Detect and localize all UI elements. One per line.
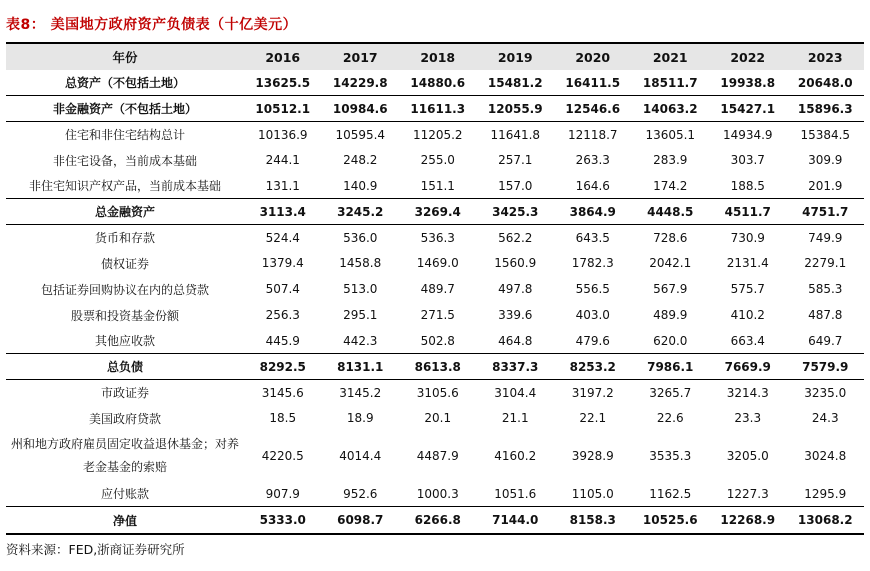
row-value: 19938.8 [720,75,776,90]
row-value: 10595.4 [322,122,400,148]
row-value: 3205.0 [726,449,769,464]
row-value: 1051.6 [494,486,537,501]
row-value: 649.7 [808,333,843,348]
row-value: 3104.4 [477,380,555,406]
row-value: 3265.7 [632,380,710,406]
table-row [6,507,864,533]
row-value: 10512.1 [244,96,322,122]
row-value: 13068.2 [787,507,865,533]
table-row [6,225,864,251]
row-value: 643.5 [554,225,632,251]
balance-sheet-table [6,44,864,533]
row-value: 303.7 [730,153,765,168]
header-year: 2017 [342,49,378,65]
row-value: 201.9 [808,178,843,193]
row-label: 总金融资产 [6,199,244,225]
table-row [6,199,864,225]
row-value: 12546.6 [554,96,632,122]
row-value: 7669.9 [709,354,787,380]
row-label: 包括证券回购协议在内的总贷款 [40,282,209,297]
row-value: 728.6 [632,225,710,251]
table-row [6,302,864,328]
row-label: 美国政府贷款 [88,411,161,426]
row-value: 22.1 [579,411,607,426]
header-year: 2021 [652,49,688,65]
row-value: 952.6 [343,486,378,501]
row-label: 非住宅设备，当前成本基础 [52,153,197,168]
row-value: 131.1 [265,178,300,193]
row-value: 3864.9 [554,199,632,225]
row-value: 263.3 [575,153,610,168]
row-label: 非金融资产（不包括土地） [6,96,244,122]
row-value: 524.4 [244,225,322,251]
row-value: 14229.8 [332,75,388,90]
header-year: 2019 [497,49,533,65]
row-value: 663.4 [730,333,765,348]
row-value: 1782.3 [571,256,614,271]
table-row [6,276,864,302]
row-value: 489.9 [653,308,688,323]
row-value: 4751.7 [787,199,865,225]
table-row [6,96,864,122]
row-label: 应付账款 [100,487,149,502]
row-value: 497.8 [498,282,533,297]
row-value: 2131.4 [726,256,769,271]
row-label: 住宅和非住宅结构总计 [6,122,244,148]
table-row [6,380,864,406]
row-value: 12055.9 [477,96,555,122]
row-value: 4511.7 [709,199,787,225]
row-value: 283.9 [653,153,688,168]
row-value: 15481.2 [487,75,543,90]
row-value: 10984.6 [322,96,400,122]
row-value: 18.9 [346,411,374,426]
row-value: 20648.0 [797,75,853,90]
source-note: 资料来源：FED,浙商证券研究所 [6,542,185,557]
row-label: 净值 [6,507,244,533]
row-value: 403.0 [575,308,610,323]
row-value: 556.5 [575,282,610,297]
row-value: 18511.7 [642,75,698,90]
row-value: 3245.2 [322,199,400,225]
header-year: 2022 [730,49,766,65]
row-value: 157.0 [498,178,533,193]
row-value: 271.5 [420,308,455,323]
row-value: 410.2 [730,308,765,323]
row-value: 15384.5 [787,122,865,148]
row-value: 442.3 [343,333,378,348]
row-value: 5333.0 [244,507,322,533]
row-value: 1295.9 [804,486,847,501]
row-value: 18.5 [269,411,297,426]
row-value: 3425.3 [477,199,555,225]
row-value: 4160.2 [494,449,537,464]
table-title: 表8： 美国地方政府资产负债表（十亿美元） [6,17,298,33]
table-row [6,251,864,277]
row-value: 620.0 [653,333,688,348]
row-label: 货币和存款 [6,225,244,251]
row-label: 州和地方政府雇员固定收益退休基金；对养老金基金的索赔 [10,437,239,475]
row-value: 3214.3 [709,380,787,406]
row-value: 15427.1 [709,96,787,122]
row-value: 188.5 [730,178,765,193]
row-value: 1560.9 [494,256,537,271]
row-value: 8253.2 [554,354,632,380]
row-label: 其他应收款 [94,334,155,349]
row-label: 债权证券 [100,256,149,271]
header-year: 2020 [575,49,611,65]
row-value: 1105.0 [571,486,614,501]
row-value: 3197.2 [554,380,632,406]
row-value: 7986.1 [632,354,710,380]
row-value: 8337.3 [477,354,555,380]
row-value: 3928.9 [571,449,614,464]
row-value: 15896.3 [787,96,865,122]
row-value: 3024.8 [804,449,847,464]
row-value: 10136.9 [244,122,322,148]
header-year: 2018 [420,49,456,65]
row-value: 3269.4 [399,199,477,225]
row-value: 10525.6 [632,507,710,533]
row-value: 585.3 [808,282,843,297]
row-value: 3113.4 [244,199,322,225]
row-value: 11611.3 [399,96,477,122]
row-value: 248.2 [343,153,378,168]
row-value: 536.0 [322,225,400,251]
row-value: 7144.0 [477,507,555,533]
row-value: 13625.5 [255,75,311,90]
row-value: 730.9 [709,225,787,251]
row-value: 1379.4 [261,256,304,271]
row-value: 14934.9 [709,122,787,148]
row-value: 6098.7 [322,507,400,533]
table-row [6,328,864,354]
row-value: 8158.3 [554,507,632,533]
row-value: 295.1 [343,308,378,323]
row-label: 总负债 [6,354,244,380]
row-value: 244.1 [265,153,300,168]
row-label: 市政证券 [6,380,244,406]
row-value: 22.6 [656,411,684,426]
table-row [6,354,864,380]
row-value: 749.9 [787,225,865,251]
row-value: 24.3 [811,411,839,426]
row-value: 20.1 [424,411,452,426]
table-row [6,70,864,96]
row-value: 11641.8 [477,122,555,148]
row-value: 2279.1 [804,256,847,271]
row-value: 8292.5 [244,354,322,380]
row-value: 4220.5 [261,449,304,464]
row-value: 339.6 [498,308,533,323]
table-row [6,147,864,173]
row-value: 487.8 [808,308,843,323]
row-value: 536.3 [399,225,477,251]
row-value: 7579.9 [787,354,865,380]
row-value: 164.6 [575,178,610,193]
row-value: 1458.8 [339,256,382,271]
balance-sheet-table-wrap [6,42,864,535]
row-value: 502.8 [420,333,455,348]
header-year: 2023 [807,49,843,65]
header-row [6,44,864,70]
row-value: 513.0 [343,282,378,297]
row-value: 11205.2 [399,122,477,148]
row-value: 567.9 [653,282,688,297]
row-value: 174.2 [653,178,688,193]
row-value: 3105.6 [399,380,477,406]
row-value: 575.7 [730,282,765,297]
row-value: 151.1 [420,178,455,193]
row-value: 3235.0 [787,380,865,406]
row-value: 1000.3 [416,486,459,501]
row-value: 464.8 [498,333,533,348]
row-value: 489.7 [420,282,455,297]
row-value: 4448.5 [632,199,710,225]
row-label: 股票和投资基金份额 [70,308,179,323]
row-value: 14880.6 [410,75,466,90]
row-label: 非住宅知识产权产品，当前成本基础 [28,179,221,194]
row-value: 1227.3 [726,486,769,501]
row-value: 562.2 [477,225,555,251]
row-value: 8131.1 [322,354,400,380]
row-value: 12268.9 [709,507,787,533]
row-value: 2042.1 [649,256,692,271]
table-row [6,481,864,507]
row-value: 257.1 [498,153,533,168]
table-row [6,405,864,431]
row-value: 445.9 [265,333,300,348]
row-value: 23.3 [734,411,762,426]
table-row [6,431,864,481]
header-year: 2016 [265,49,301,65]
row-value: 14063.2 [632,96,710,122]
table-body [6,70,864,533]
row-value: 12118.7 [554,122,632,148]
row-value: 4487.9 [416,449,459,464]
row-value: 907.9 [265,486,300,501]
row-value: 140.9 [343,178,378,193]
table-row [6,173,864,199]
row-value: 3145.2 [322,380,400,406]
row-label: 总资产（不包括土地） [64,76,185,91]
row-value: 13605.1 [632,122,710,148]
row-value: 309.9 [808,153,843,168]
row-value: 3535.3 [649,449,692,464]
row-value: 507.4 [265,282,300,297]
table-row [6,122,864,148]
row-value: 479.6 [575,333,610,348]
row-value: 1469.0 [416,256,459,271]
row-value: 16411.5 [565,75,621,90]
header-label: 年份 [112,50,138,65]
row-value: 3145.6 [244,380,322,406]
row-value: 4014.4 [339,449,382,464]
row-value: 1162.5 [649,486,692,501]
row-value: 6266.8 [399,507,477,533]
row-value: 255.0 [420,153,455,168]
row-value: 256.3 [265,308,300,323]
row-value: 21.1 [501,411,529,426]
row-value: 8613.8 [399,354,477,380]
